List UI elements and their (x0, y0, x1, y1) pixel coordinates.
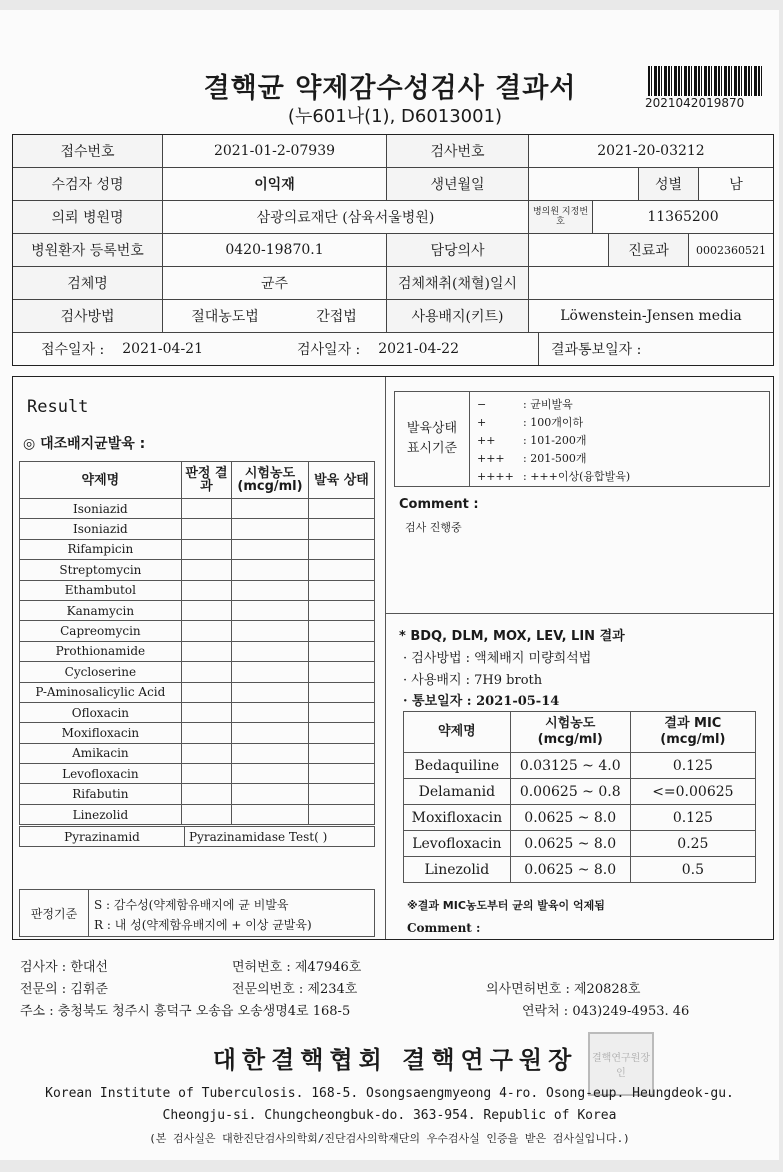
patient-reg-label: 병원환자 등록번호 (13, 234, 163, 267)
mic-value: 0.25 (630, 831, 755, 857)
medium-label: 사용배지(키트) (387, 300, 529, 333)
table-row (20, 560, 375, 580)
report-page (0, 10, 779, 1160)
drug-growth (308, 600, 374, 620)
certification-note: (본 검사실은 대한진단검사의학회/진단검사의학재단의 우수검사실 인증을 받은 검사실입니다.) (149, 1132, 630, 1145)
drug-conc (232, 723, 309, 743)
sex: 남 (699, 168, 773, 201)
criteria-label: 판정기준 (20, 890, 89, 936)
drug-growth (308, 662, 374, 682)
criteria-box (19, 889, 375, 937)
official-seal: 결핵연구원장인 (588, 1032, 654, 1096)
drug-name: P-Aminosalicylic Acid (20, 682, 182, 702)
control-growth-title: ◎ 대조배지균발육 : (23, 436, 146, 452)
table-row (20, 743, 375, 763)
drug-growth (308, 580, 374, 600)
pyrazinamid-label: Pyrazinamid (20, 827, 185, 847)
drug-name: Isoniazid (20, 499, 182, 519)
address-english-line2: Cheongju-si. Chungcheongbuk-do. 363-954. Republic of Korea (162, 1108, 617, 1123)
drug-conc (232, 641, 309, 661)
drug-growth (308, 702, 374, 722)
table-row (20, 804, 375, 824)
mic-drug: Levofloxacin (404, 831, 511, 857)
patient-name-label: 수검자 성명 (13, 168, 163, 201)
mic-comment-label: Comment : (407, 921, 481, 935)
growth-criteria-box (394, 391, 770, 487)
specimen: 균주 (163, 267, 387, 300)
method-label: 검사방법 (13, 300, 163, 333)
growth-criteria-row (477, 450, 587, 466)
drug-name: Prothionamide (20, 641, 182, 661)
pyrazinamidase-test: Pyrazinamidase Test( ) (185, 827, 375, 847)
notified-date-row (539, 333, 773, 365)
drug-growth (308, 764, 374, 784)
drug-growth (308, 784, 374, 804)
mic-col-conc: 시험농도 (mcg/ml) (510, 712, 630, 753)
drug-growth (308, 804, 374, 824)
barcode-number: 2021042019870 (645, 96, 745, 110)
table-row (404, 779, 756, 805)
notified-label: 결과통보일자 : (551, 342, 642, 358)
mic-conc: 0.0625 ~ 8.0 (510, 857, 630, 883)
test-no: 2021-20-03212 (529, 135, 773, 168)
mic-drug: Linezolid (404, 857, 511, 883)
drug-conc (232, 499, 309, 519)
mic-col-drug: 약제명 (404, 712, 511, 753)
report-subtitle: (누601나(1), D6013001) (287, 106, 503, 127)
patient-name: 이익재 (163, 168, 387, 201)
drug-name: Ethambutol (20, 580, 182, 600)
drug-growth (308, 519, 374, 539)
table-row (404, 831, 756, 857)
drug-conc (232, 702, 309, 722)
received-label: 접수일자 : (41, 342, 105, 358)
growth-label-line1: 발육상태 (406, 421, 458, 436)
birth (529, 168, 639, 201)
mic-value: 0.125 (630, 805, 755, 831)
hospital-code-label: 병의원 지정번호 (529, 201, 593, 234)
table-row (20, 580, 375, 600)
address-english-line1: Korean Institute of Tuberculosis. 168-5. Osongsaengmyeong 4-ro. Osong-eup. Heungdeok-gu. (45, 1086, 734, 1101)
received-date: 2021-04-21 (122, 341, 203, 357)
mic-conc: 0.0625 ~ 8.0 (510, 805, 630, 831)
drug-judge (181, 560, 231, 580)
table-row (20, 682, 375, 702)
drug-judge (181, 662, 231, 682)
drug-growth (308, 723, 374, 743)
receipt-no: 2021-01-2-07939 (163, 135, 387, 168)
drug-conc (232, 600, 309, 620)
mic-result-table (403, 711, 756, 883)
table-row (20, 621, 375, 641)
drug-judge (181, 723, 231, 743)
drug-conc (232, 662, 309, 682)
table-row (20, 702, 375, 722)
medium: Löwenstein-Jensen media (529, 300, 773, 333)
result-title: Result (27, 397, 89, 417)
hospital-name: 삼광의료재단 (삼육서울병원) (163, 201, 529, 234)
phone: 연락처 : 043)249-4953. 46 (522, 1004, 690, 1019)
col-judge-header: 판정 결과 (181, 462, 231, 499)
drug-name: Ofloxacin (20, 702, 182, 722)
collection (529, 267, 773, 300)
pyrazinamid-table (19, 826, 375, 847)
drug-name: Linezolid (20, 804, 182, 824)
report-title: 결핵균 약제감수성검사 결과서 (203, 73, 577, 104)
drug-growth (308, 743, 374, 763)
tested-date-row (281, 333, 539, 365)
drug-conc (232, 764, 309, 784)
mic-conc: 0.0625 ~ 8.0 (510, 831, 630, 857)
drug-growth (308, 560, 374, 580)
test-no-label: 검사번호 (387, 135, 529, 168)
result-panel (12, 376, 774, 940)
table-row (20, 641, 375, 661)
growth-symbol: +++ (477, 452, 505, 465)
col-growth-header: 발육 상태 (308, 462, 374, 499)
hospital-code: 11365200 (593, 201, 773, 234)
growth-description: : 201-500개 (523, 452, 587, 465)
col-conc-header: 시험농도 (mcg/ml) (232, 462, 309, 499)
drug-name: Cycloserine (20, 662, 182, 682)
drug-judge (181, 499, 231, 519)
drug-conc (232, 621, 309, 641)
criteria-resistant: R : 내 성(약제함유배지에 + 이상 균발육) (94, 918, 312, 932)
table-row (20, 723, 375, 743)
tested-date: 2021-04-22 (378, 341, 459, 357)
drug-name: Kanamycin (20, 600, 182, 620)
drug-judge (181, 539, 231, 559)
drug-judge (181, 784, 231, 804)
drug-growth (308, 641, 374, 661)
drug-conc (232, 682, 309, 702)
birth-label: 생년월일 (387, 168, 529, 201)
growth-criteria-row (477, 432, 587, 448)
drug-name: Rifabutin (20, 784, 182, 804)
drug-name: Levofloxacin (20, 764, 182, 784)
doctor (529, 234, 609, 267)
specialist-number: 전문의번호 : 제234호 (232, 982, 358, 997)
table-row (20, 764, 375, 784)
mic-method: · 검사방법 : 액체배지 미량희석법 (403, 651, 592, 666)
dept-label: 진료과 (609, 234, 689, 267)
organization-name: 대한결핵협회 결핵연구원장 (212, 1045, 578, 1074)
growth-criteria-row (477, 468, 630, 484)
drug-growth (308, 621, 374, 641)
drug-conc (232, 804, 309, 824)
mic-conc: 0.03125 ~ 4.0 (510, 753, 630, 779)
mic-col-result: 결과 MIC (mcg/ml) (630, 712, 755, 753)
mic-drug: Bedaquiline (404, 753, 511, 779)
table-row (20, 827, 375, 847)
drug-conc (232, 560, 309, 580)
table-row (20, 499, 375, 519)
panel-divider (385, 377, 386, 939)
comment-label: Comment : (399, 497, 479, 512)
drug-name: Capreomycin (20, 621, 182, 641)
received-date-row (13, 333, 281, 365)
table-row (20, 662, 375, 682)
examiner: 검사자 : 한대선 (20, 960, 108, 975)
growth-symbol: + (477, 416, 487, 429)
growth-symbol: ++ (477, 434, 496, 447)
drug-growth (308, 539, 374, 559)
growth-criteria-row (477, 414, 583, 430)
drug-name: Amikacin (20, 743, 182, 763)
drug-growth (308, 682, 374, 702)
barcode (648, 66, 762, 96)
dept: 0002360521 (689, 234, 773, 267)
table-row (20, 600, 375, 620)
drug-conc (232, 539, 309, 559)
drug-name: Moxifloxacin (20, 723, 182, 743)
doctor-label: 담당의사 (387, 234, 529, 267)
drug-name: Isoniazid (20, 519, 182, 539)
drug-conc (232, 580, 309, 600)
drug-name: Streptomycin (20, 560, 182, 580)
drug-judge (181, 580, 231, 600)
mic-value: <=0.00625 (630, 779, 755, 805)
table-row (404, 805, 756, 831)
drug-conc (232, 519, 309, 539)
specimen-label: 검체명 (13, 267, 163, 300)
panel-divider-horizontal (385, 613, 773, 614)
collection-label: 검체채취(채혈)일시 (387, 267, 529, 300)
growth-symbol: − (477, 398, 487, 411)
col-drug-header: 약제명 (20, 462, 182, 499)
method-indirect: 간접법 (287, 300, 387, 333)
sex-label: 성별 (639, 168, 699, 201)
drug-judge (181, 743, 231, 763)
method-absolute: 절대농도법 (163, 300, 287, 333)
drug-susceptibility-table (19, 461, 375, 825)
receipt-no-label: 접수번호 (13, 135, 163, 168)
mic-value: 0.125 (630, 753, 755, 779)
drug-judge (181, 641, 231, 661)
drug-judge (181, 600, 231, 620)
mic-notify-date: · 통보일자 : 2021-05-14 (403, 694, 560, 709)
tested-label: 검사일자 : (297, 342, 361, 358)
drug-judge (181, 804, 231, 824)
table-row (20, 539, 375, 559)
specialist: 전문의 : 김휘준 (20, 982, 108, 997)
drug-judge (181, 764, 231, 784)
drug-judge (181, 702, 231, 722)
growth-description: : 균비발육 (523, 398, 573, 411)
table-row (404, 857, 756, 883)
table-row (20, 784, 375, 804)
drug-judge (181, 621, 231, 641)
growth-label-line2: 표시기준 (406, 441, 458, 456)
growth-description: : +++이상(융합발육) (523, 470, 631, 483)
table-row (20, 519, 375, 539)
address: 주소 : 충청북도 청주시 흥덕구 오송읍 오송생명4로 168-5 (20, 1004, 351, 1019)
growth-criteria-label (395, 392, 470, 486)
comment-text: 검사 진행중 (405, 521, 462, 534)
examiner-license: 면허번호 : 제47946호 (232, 960, 362, 975)
mic-medium: · 사용배지 : 7H9 broth (403, 673, 543, 688)
mic-drug: Moxifloxacin (404, 805, 511, 831)
drug-judge (181, 682, 231, 702)
mic-note: ※결과 MIC농도부터 균의 발육이 억제됨 (407, 899, 605, 912)
growth-criteria-row (477, 396, 573, 412)
doctor-license: 의사면허번호 : 제20828호 (486, 982, 641, 997)
drug-judge (181, 519, 231, 539)
drug-growth (308, 499, 374, 519)
mic-drug: Delamanid (404, 779, 511, 805)
drug-name: Rifampicin (20, 539, 182, 559)
growth-description: : 101-200개 (523, 434, 587, 447)
drug-conc (232, 743, 309, 763)
patient-info-grid (12, 134, 774, 366)
growth-description: : 100개이하 (523, 416, 584, 429)
growth-symbol: ++++ (477, 470, 514, 483)
patient-reg: 0420-19870.1 (163, 234, 387, 267)
table-row (404, 753, 756, 779)
hospital-label: 의뢰 병원명 (13, 201, 163, 234)
criteria-susceptible: S : 감수성(약제함유배지에 균 비발육 (94, 898, 289, 912)
drug-conc (232, 784, 309, 804)
mic-conc: 0.00625 ~ 0.8 (510, 779, 630, 805)
mic-section-title: * BDQ, DLM, MOX, LEV, LIN 결과 (399, 629, 625, 644)
mic-value: 0.5 (630, 857, 755, 883)
